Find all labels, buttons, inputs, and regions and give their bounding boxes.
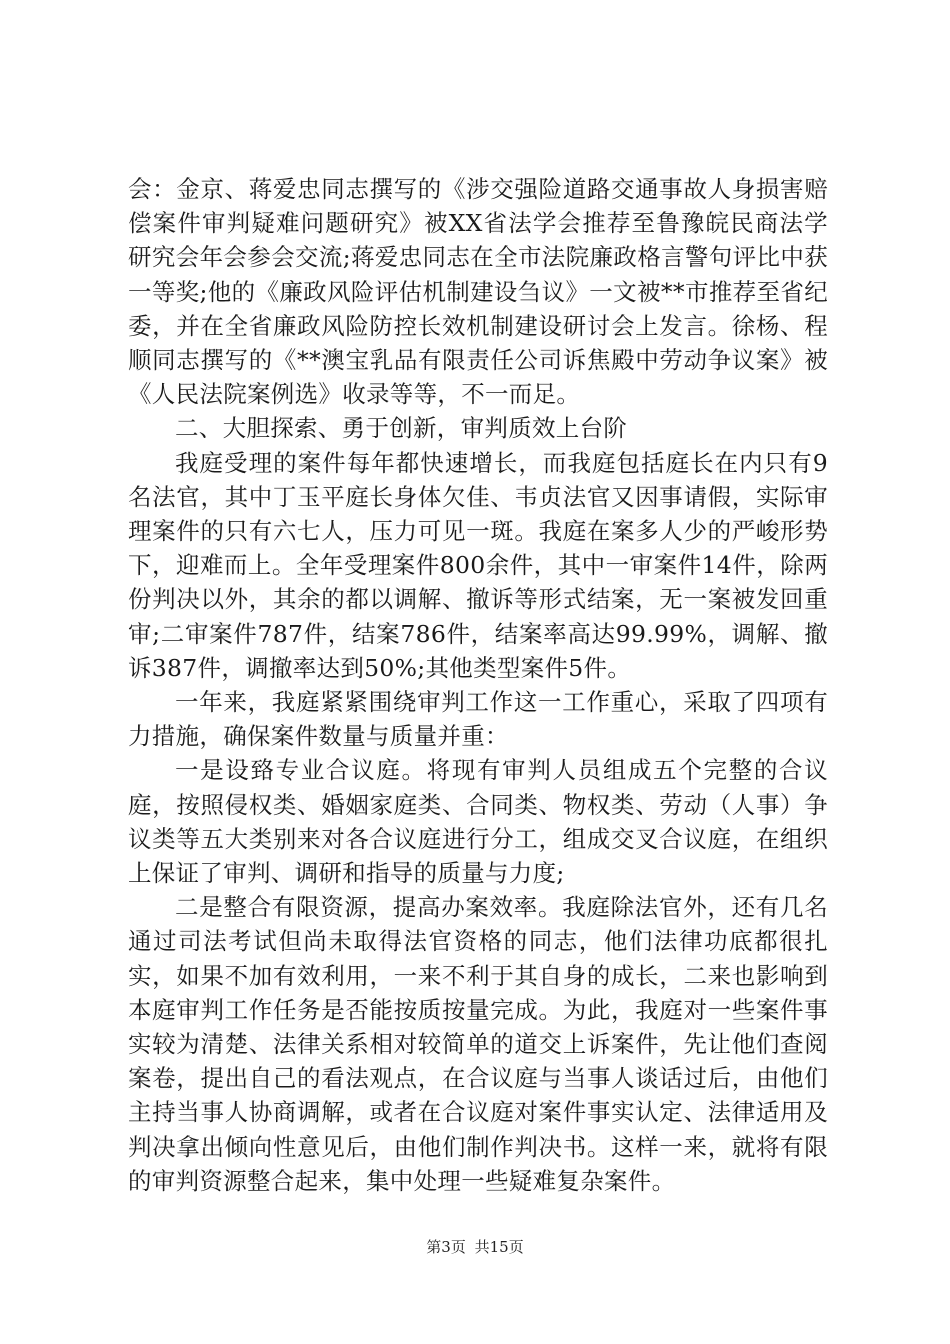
page-number: 第3页: [426, 1238, 466, 1256]
paragraph-measures-intro: 一年来，我庭紧紧围绕审判工作这一工作重心，采取了四项有力措施，确保案件数量与质量并重：: [128, 688, 828, 751]
section-heading: 二、大胆探索、勇于创新，审判质效上台阶: [175, 414, 628, 443]
page-total: 共15页: [474, 1238, 524, 1256]
paragraph-measure-one: 一是设臵专业合议庭。将现有审判人员组成五个完整的合议庭，按照侵权类、婚姻家庭类、合同类、物权类、劳动（人事）争议类等五大类别来对各合议庭进行分工，组成交叉合议庭，在组织上保证了审判、调研和指导的质量与力度;: [128, 756, 828, 888]
page-footer: [0, 1236, 950, 1257]
paragraph-continuation: 会：金京、蒋爱忠同志撰写的《涉交强险道路交通事故人身损害赔偿案件审判疑难问题研究》被XX省法学会推荐至鲁豫皖民商法学研究会年会参会交流;蒋爱忠同志在全市法院廉政格言警句评比中获一等奖;他的《廉政风险评估机制建设刍议》一文被**市推荐至省纪委，并在全省廉政风险防控长效机制建设研讨会上发言。徐杨、程顺同志撰写的《**澳宝乳品有限责任公司诉焦殿中劳动争议案》被《人民法院案例选》收录等等，不一而足。: [128, 175, 828, 409]
paragraph-measure-two: 二是整合有限资源，提高办案效率。我庭除法官外，还有几名通过司法考试但尚未取得法官资格的同志，他们法律功底都很扎实，如果不加有效利用，一来不利于其自身的成长，二来也影响到本庭审判工作任务是否能按质按量完成。为此，我庭对一些案件事实较为清楚、法律关系相对较简单的道交上诉案件，先让他们查阅案卷，提出自己的看法观点，在合议庭与当事人谈话过后，由他们主持当事人协商调解，或者在合议庭对案件事实认定、法律适用及判决拿出倾向性意见后，由他们制作判决书。这样一来，就将有限的审判资源整合起来，集中处理一些疑难复杂案件。: [128, 893, 828, 1195]
document-body: [128, 172, 828, 1198]
paragraph-caseload: 我庭受理的案件每年都快速增长，而我庭包括庭长在内只有9名法官，其中丁玉平庭长身体欠佳、韦贞法官又因事请假，实际审理案件的只有六七人，压力可见一斑。我庭在案多人少的严峻形势下，迎难而上。全年受理案件800余件，其中一审案件14件，除两份判决以外，其余的都以调解、撤诉等形式结案，无一案被发回重审;二审案件787件，结案786件，结案率高达99.99%，调解、撤诉387件，调撤率达到50%;其他类型案件5件。: [128, 448, 828, 682]
